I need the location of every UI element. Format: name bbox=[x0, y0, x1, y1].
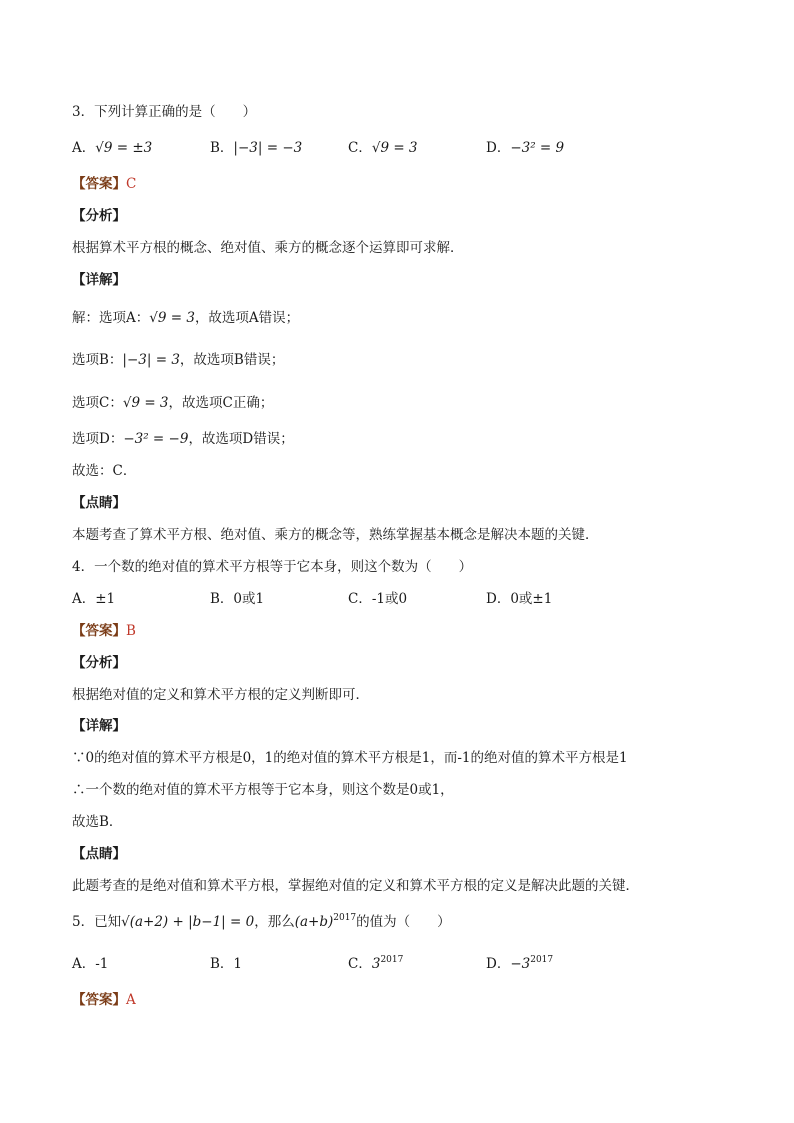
q5-option-c: C．$3^{2017}$ bbox=[348, 955, 404, 972]
q4-answer: B bbox=[126, 623, 136, 639]
q3-option-d: D．−3² = 9 bbox=[486, 140, 565, 156]
q4-analysis: 根据绝对值的定义和算术平方根的定义判断即可． bbox=[72, 687, 369, 703]
q5-options bbox=[72, 954, 722, 974]
q3-comment: 本题考查了算术平方根、绝对值、乘方的概念等，熟练掌握基本概念是解决本题的关键． bbox=[72, 527, 599, 543]
q4-option-a: A．±1 bbox=[72, 591, 116, 607]
q3-choose: 故选：C． bbox=[72, 463, 137, 479]
q4-option-d: D．0或±1 bbox=[486, 591, 553, 607]
q4-options bbox=[72, 589, 722, 609]
q3-detail-a: 解：选项A：√9 = 3，故选项A错误； bbox=[72, 310, 300, 326]
q4-answer-line: 【答案】B bbox=[72, 623, 136, 639]
q3-option-a: A．√9 = ±3 bbox=[72, 140, 153, 156]
q3-detail-b: 选项B：|−3| = 3，故选项B错误； bbox=[72, 352, 285, 368]
q5-option-d: D．$-3^{2017}$ bbox=[486, 955, 554, 972]
q4-analysis-tag: 【分析】 bbox=[72, 655, 126, 671]
q4-comment: 此题考查的是绝对值和算术平方根，掌握绝对值的定义和算术平方根的定义是解决此题的关键． bbox=[72, 878, 639, 894]
q3-option-b: B．|−3| = −3 bbox=[210, 140, 303, 156]
q5-option-b: B．1 bbox=[210, 956, 243, 972]
q3-stem: 3．下列计算正确的是（ ） bbox=[72, 104, 257, 120]
q4-comment-tag: 【点睛】 bbox=[72, 846, 126, 862]
q5-answer: A bbox=[126, 992, 136, 1008]
q5-answer-line: 【答案】A bbox=[72, 992, 136, 1008]
q5-stem: 5．已知√(a+2) + |b−1| = 0，那么$(a+b)^{2017}$的值为（ ） bbox=[72, 913, 451, 930]
q3-analysis-tag: 【分析】 bbox=[72, 208, 126, 224]
q3-option-c: C．√9 = 3 bbox=[348, 140, 418, 156]
q3-detail-c: 选项C：√9 = 3，故选项C正确； bbox=[72, 395, 274, 411]
q3-answer: C bbox=[126, 176, 137, 192]
q4-option-c: C．-1或0 bbox=[348, 591, 408, 607]
q3-answer-line: 【答案】C bbox=[72, 176, 137, 192]
q4-detail-tag: 【详解】 bbox=[72, 718, 126, 734]
q4-choose: 故选B． bbox=[72, 814, 123, 830]
q3-options bbox=[72, 138, 722, 158]
q5-option-a: A．-1 bbox=[72, 956, 109, 972]
q4-detail-1: ∵0的绝对值的算术平方根是0，1的绝对值的算术平方根是1，而-1的绝对值的算术平方根是1 bbox=[72, 750, 628, 766]
q4-option-b: B．0或1 bbox=[210, 591, 265, 607]
q4-detail-2: ∴一个数的绝对值的算术平方根等于它本身，则这个数是0或1， bbox=[72, 782, 454, 798]
q4-stem: 4．一个数的绝对值的算术平方根等于它本身，则这个数为（ ） bbox=[72, 559, 473, 575]
q3-detail-tag: 【详解】 bbox=[72, 272, 126, 288]
q3-detail-d: 选项D：−3² = −9，故选项D错误； bbox=[72, 431, 294, 447]
q3-analysis: 根据算术平方根的概念、绝对值、乘方的概念逐个运算即可求解． bbox=[72, 240, 464, 256]
q3-comment-tag: 【点睛】 bbox=[72, 495, 126, 511]
